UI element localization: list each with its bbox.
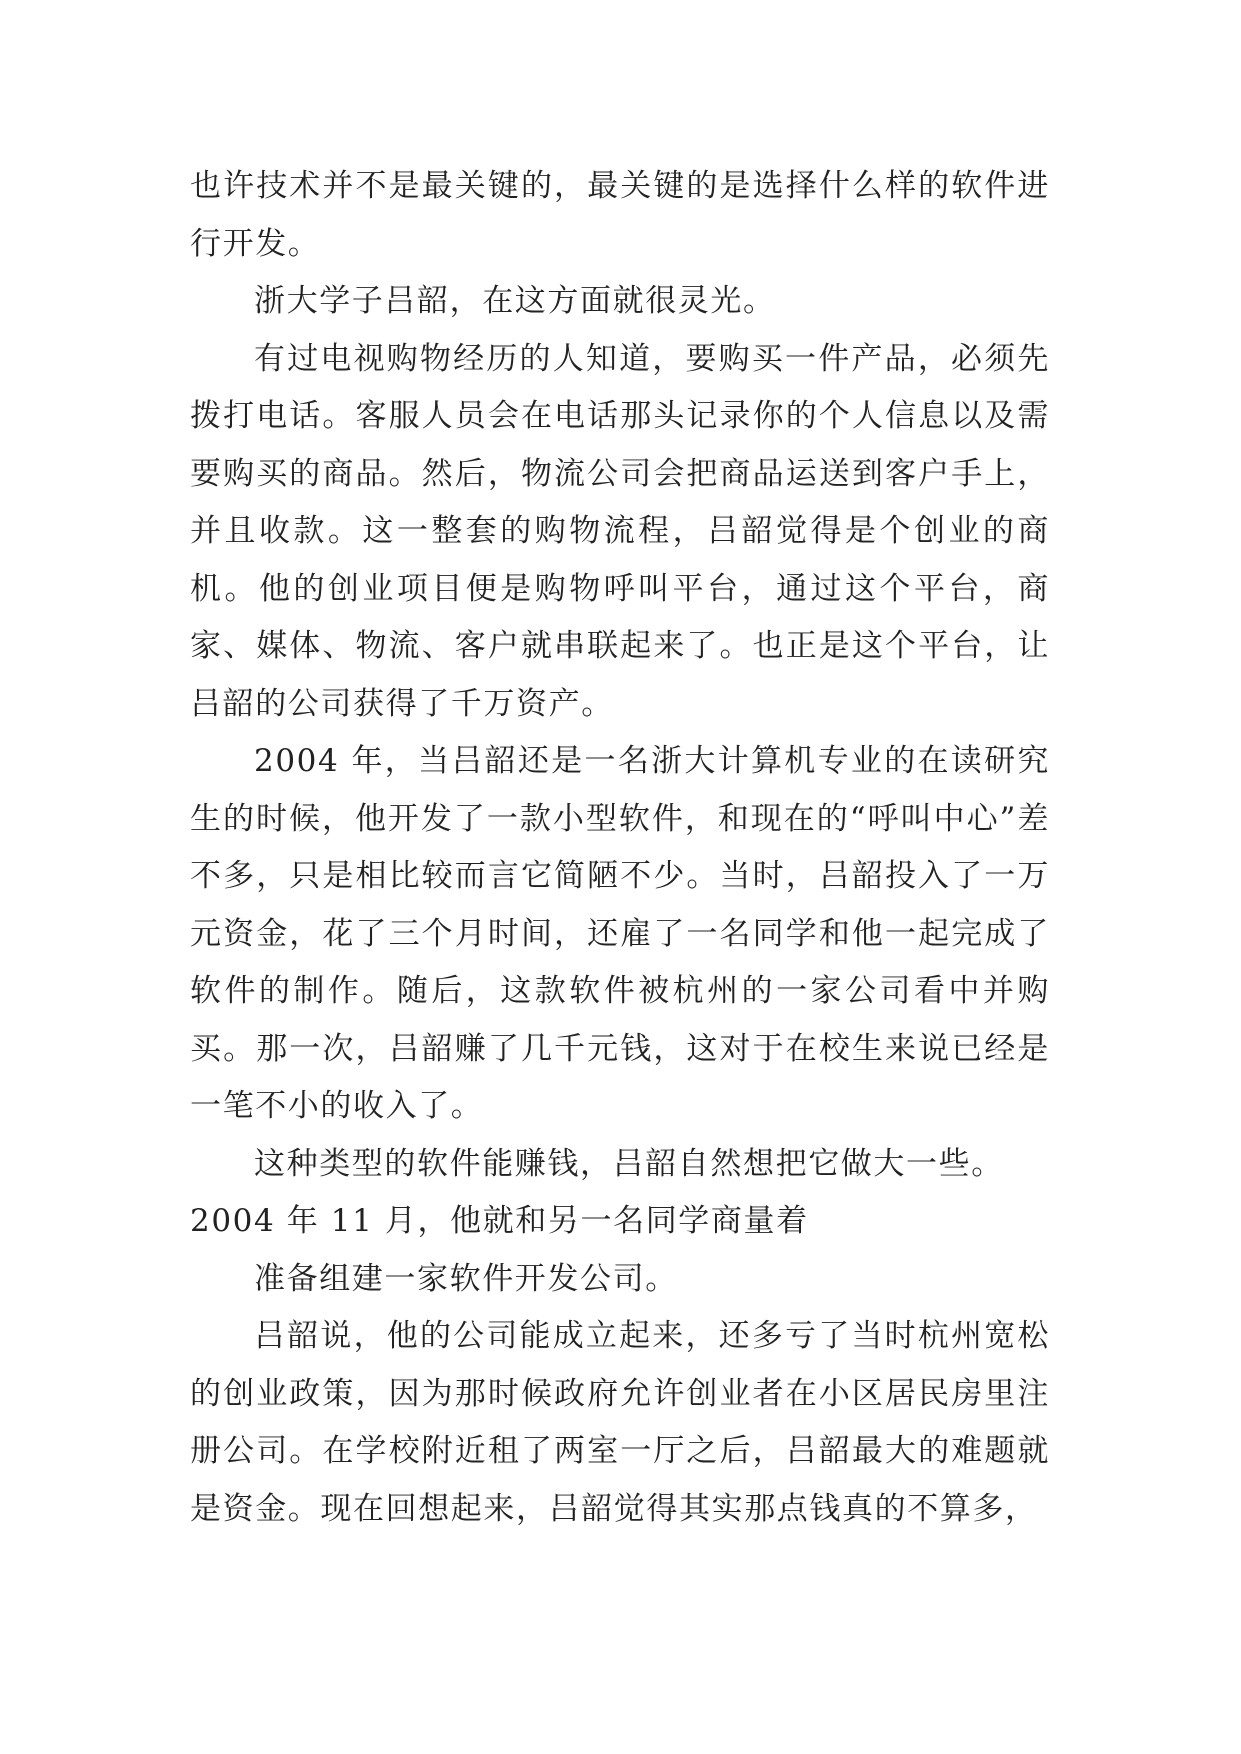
paragraph-5: 这种类型的软件能赚钱，吕韶自然想把它做大一些。 2004 年 11 月，他就和另一名同学商量着 — [190, 1145, 1004, 1239]
document-page — [190, 158, 1050, 1538]
paragraph-1: 也许技术并不是最关键的，最关键的是选择什么样的软件进行开发。 — [190, 168, 1050, 262]
paragraph-7: 吕韶说，他的公司能成立起来，还多亏了当时杭州宽松的创业政策，因为那时候政府允许创业者在小区居民房里注册公司。在学校附近租了两室一厅之后，吕韶最大的难题就是资金。现在回想起来，吕韶觉得其实那点钱真的不算多， — [190, 1318, 1050, 1527]
paragraph-6: 准备组建一家软件开发公司。 — [254, 1260, 678, 1297]
paragraph-2: 浙大学子吕韶，在这方面就很灵光。 — [254, 283, 776, 319]
paragraph-4: 2004 年，当吕韶还是一名浙大计算机专业的在读研究生的时候，他开发了一款小型软件，和现在的“呼叫中心”差不多，只是相比较而言它简陋不少。当时，吕韶投入了一万元资金，花了三个月时间，还雇了一名同学和他一起完成了软件的制作。随后，这款软件被杭州的一家公司看中并购买。那一次，吕韶赚了几千元钱，这对于在校生来说已经是一笔不小的收入了。 — [190, 743, 1050, 1124]
paragraph-3: 有过电视购物经历的人知道，要购买一件产品，必须先拨打电话。客服人员会在电话那头记录你的个人信息以及需要购买的商品。然后，物流公司会把商品运送到客户手上，并且收款。这一整套的购物流程，吕韶觉得是个创业的商机。他的创业项目便是购物呼叫平台，通过这个平台，商家、媒体、物流、客户就串联起来了。也正是这个平台，让吕韶的公司获得了千万资产。 — [190, 340, 1050, 722]
